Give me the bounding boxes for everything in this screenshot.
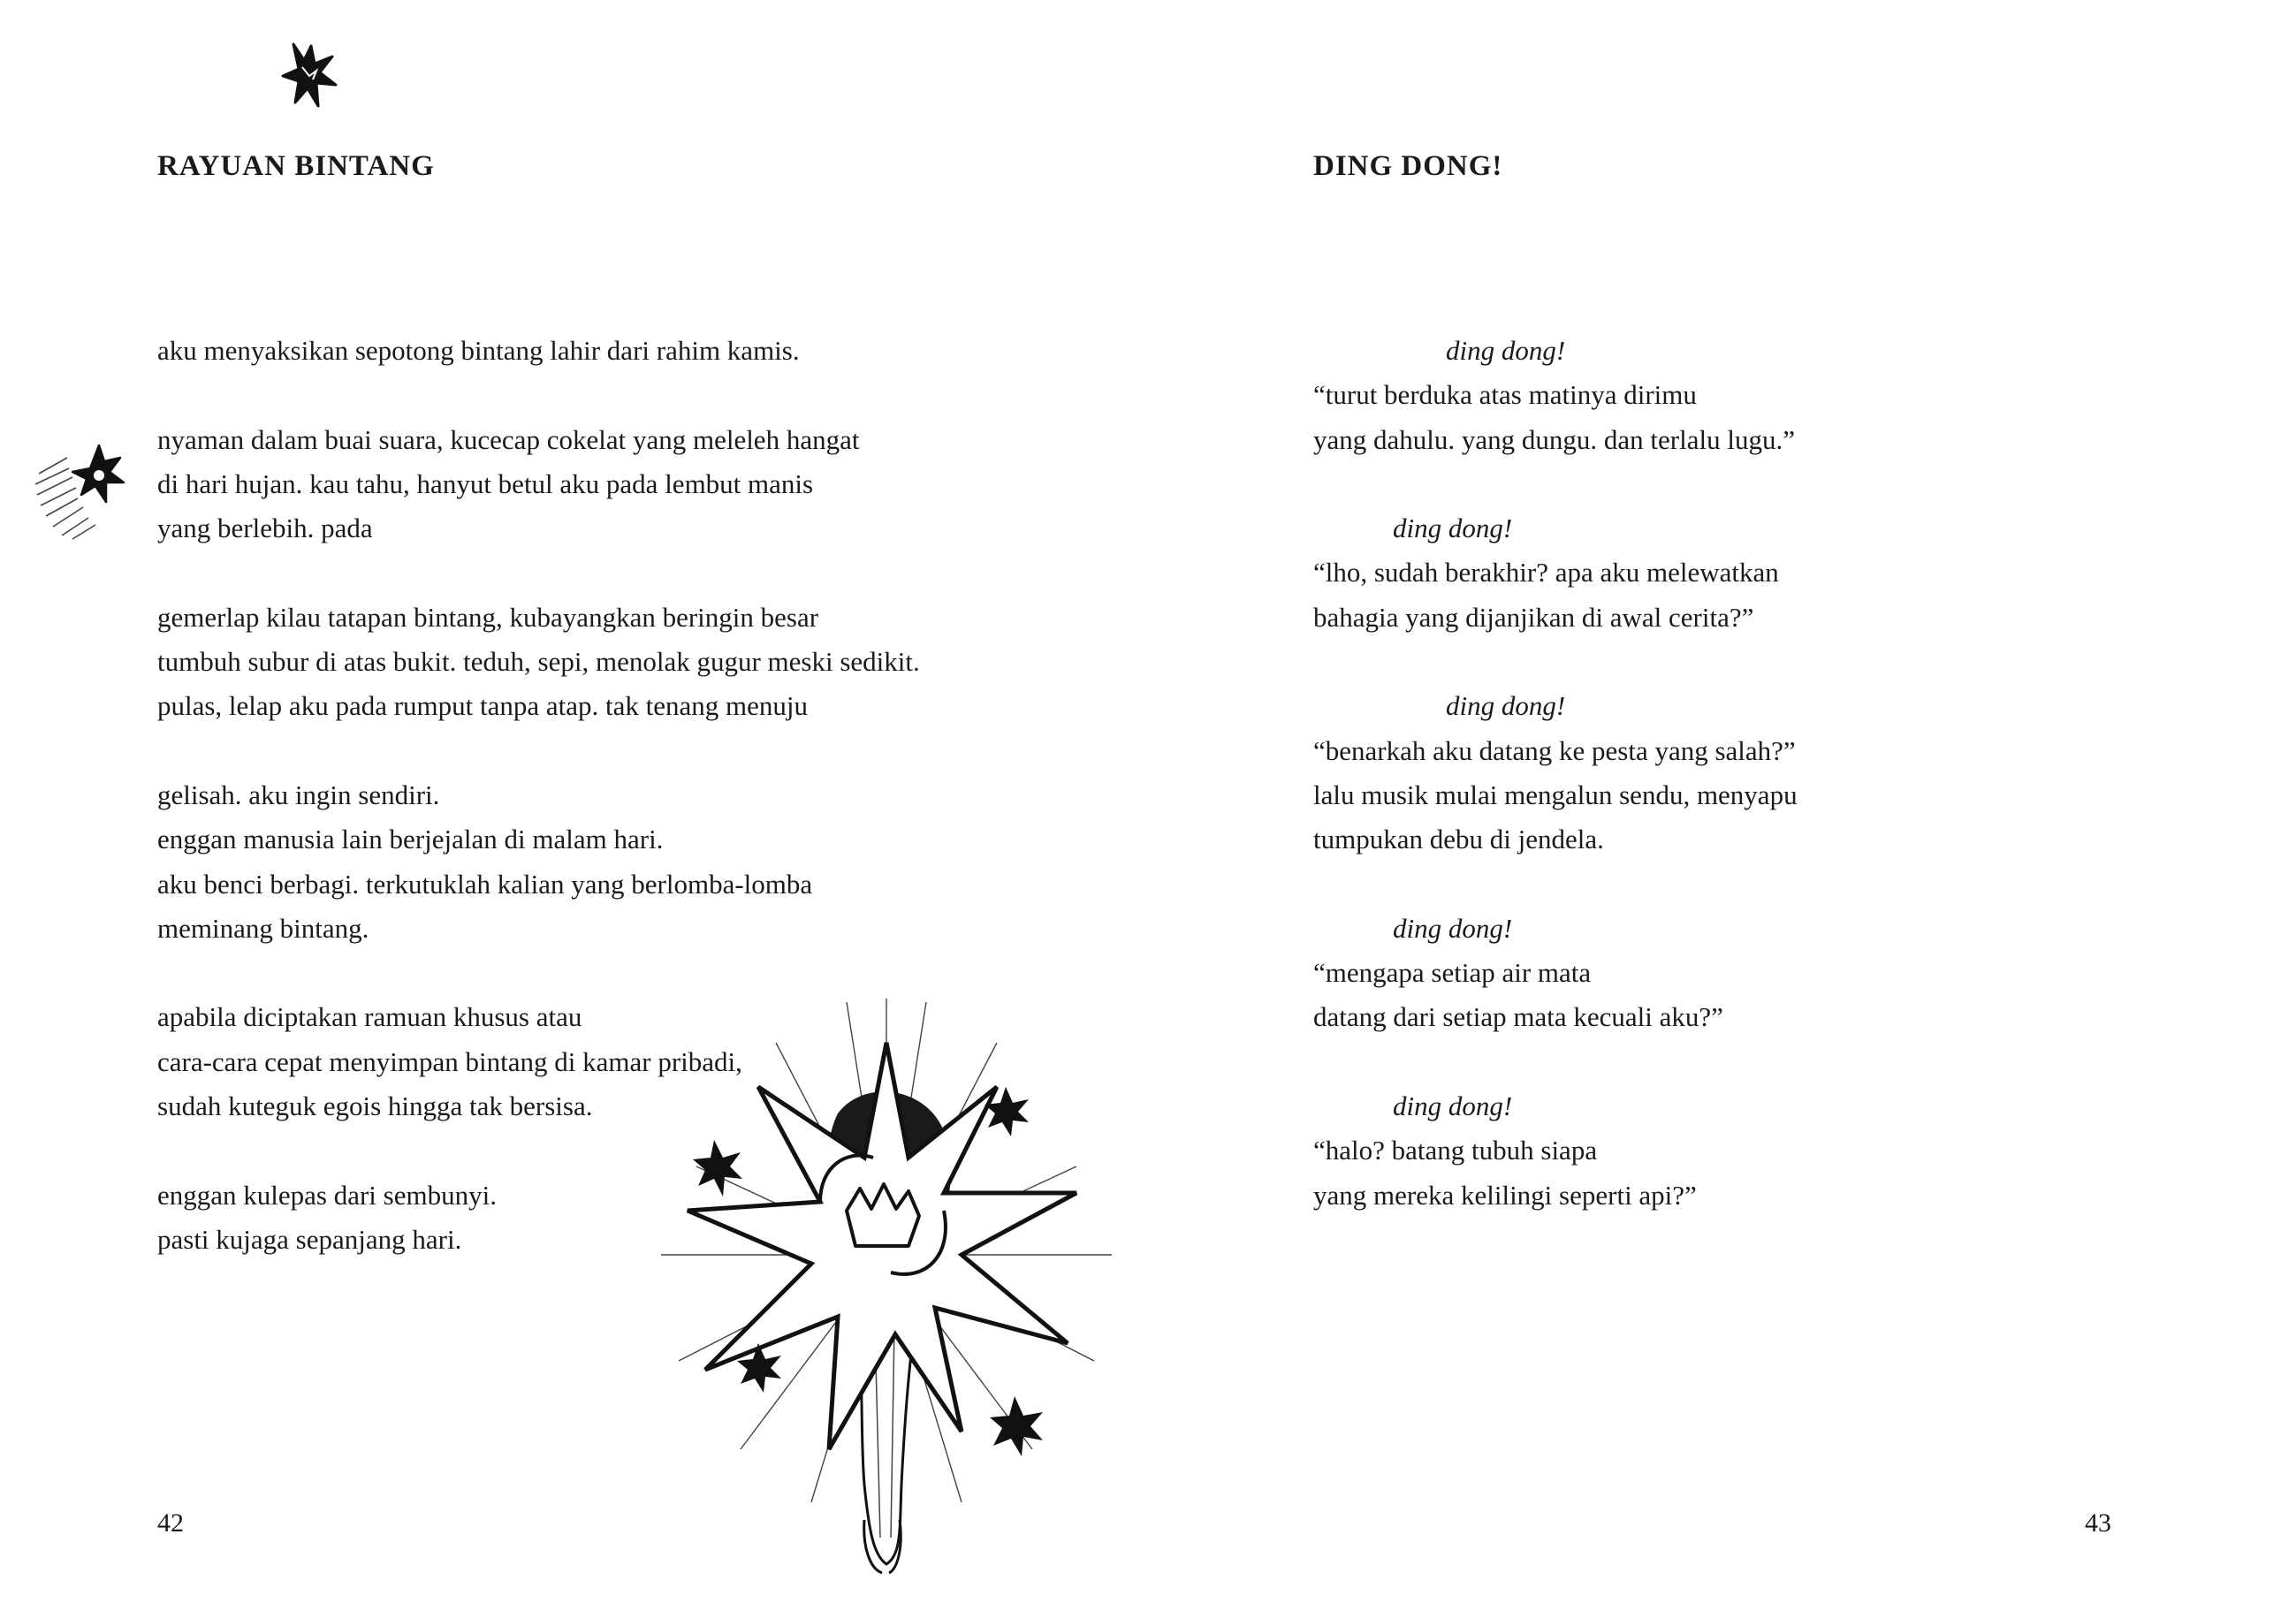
refrain-line: ding dong! [1446, 335, 1566, 366]
poem-line: cara-cara cepat menyimpan bintang di kamar pribadi, [157, 1045, 742, 1077]
stanza [157, 773, 920, 951]
sparkle-star-icon [32, 438, 129, 543]
poem-line: pulas, lelap aku pada rumput tanpa atap. tak tenang menuju [157, 690, 809, 722]
page-number: 43 [2085, 1508, 2111, 1538]
stanza [1313, 1084, 1798, 1218]
poem-line: pasti kujaga sepanjang hari. [157, 1223, 462, 1255]
stanza [1313, 907, 1798, 1040]
page-number: 42 [157, 1508, 184, 1538]
exploding-figure-illustration [643, 990, 1129, 1591]
refrain-line: ding dong! [1446, 690, 1566, 722]
stanza [1313, 684, 1798, 862]
poem-line: di hari hujan. kau tahu, hanyut betul aku pada lembut manis [157, 467, 814, 499]
poem-line: tumpukan debu di jendela. [1313, 824, 1604, 855]
stanza [1313, 506, 1798, 640]
poem-line: “turut berduka atas matinya dirimu [1313, 379, 1697, 411]
poem-line: gelisah. aku ingin sendiri. [157, 779, 440, 810]
stanza [157, 596, 920, 729]
poem-body [1313, 329, 1798, 1218]
poem-line: aku menyaksikan sepotong bintang lahir dari rahim kamis. [157, 335, 800, 366]
refrain-line: ding dong! [1393, 912, 1513, 944]
poem-line: “benarkah aku datang ke pesta yang salah?” [1313, 734, 1796, 766]
stanza [157, 418, 920, 551]
poem-title: DING DONG! [1313, 150, 1503, 182]
poem-line: yang dahulu. yang dungu. dan terlalu lugu.” [1313, 423, 1795, 455]
poem-line: “lho, sudah berakhir? apa aku melewatkan [1313, 557, 1779, 589]
poem-line: datang dari setiap mata kecuali aku?” [1313, 1001, 1723, 1033]
refrain-line: ding dong! [1393, 1090, 1513, 1122]
poem-line: nyaman dalam buai suara, kucecap cokelat yang meleleh hangat [157, 423, 860, 455]
poem-line: apabila diciptakan ramuan khusus atau [157, 1001, 582, 1033]
poem-line: sudah kuteguk egois hingga tak bersisa. [157, 1090, 593, 1122]
poem-line: aku benci berbagi. terkutuklah kalian yang berlomba-lomba [157, 868, 813, 900]
poem-line: bahagia yang dijanjikan di awal cerita?” [1313, 601, 1754, 633]
poem-line: meminang bintang. [157, 912, 369, 944]
poem-line: enggan manusia lain berjejalan di malam hari. [157, 824, 664, 855]
stanza [1313, 329, 1798, 462]
poem-line: yang mereka kelilingi seperti api?” [1313, 1179, 1697, 1211]
poem-line: yang berlebih. pada [157, 513, 373, 544]
poem-line: lalu musik mulai mengalun sendu, menyapu [1313, 779, 1798, 810]
right-page [1148, 0, 2296, 1618]
poem-line: “mengapa setiap air mata [1313, 957, 1592, 989]
poem-line: tumbuh subur di atas bukit. teduh, sepi, menolak gugur meski sedikit. [157, 646, 920, 678]
poem-line: gemerlap kilau tatapan bintang, kubayangkan beringin besar [157, 601, 819, 633]
stanza [157, 329, 920, 373]
refrain-line: ding dong! [1393, 513, 1513, 544]
poem-line: “halo? batang tubuh siapa [1313, 1135, 1598, 1166]
poem-line: enggan kulepas dari sembunyi. [157, 1179, 497, 1211]
ink-star-icon [281, 41, 339, 110]
poem-title: RAYUAN BINTANG [157, 150, 435, 182]
